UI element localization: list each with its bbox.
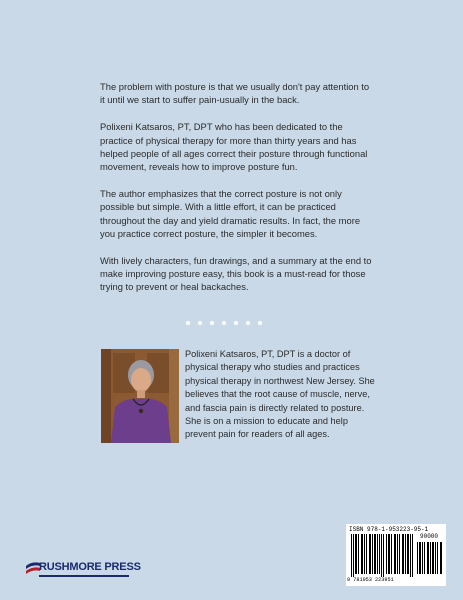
divider-dot	[210, 321, 214, 325]
back-cover-blurb	[100, 80, 375, 308]
publisher-logo	[25, 557, 141, 579]
blurb-paragraph-2: Polixeni Katsaros, PT, DPT who has been dedicated to the practice of physical therapy for more than thirty years and has helped people of all ages correct their posture through functional movement, reveals how to improve posture fun.	[100, 121, 368, 173]
divider-dot	[234, 321, 238, 325]
divider-dot	[198, 321, 202, 325]
section-divider-dots	[186, 321, 262, 325]
divider-dot	[246, 321, 250, 325]
isbn-barcode	[346, 524, 446, 586]
author-bio: Polixeni Katsaros, PT, DPT is a doctor of physical therapy who studies and practices physical therapy in northwest New Jersey. She believes that the root cause of muscle, nerve, and fascia pain is directly related to posture. She is on a mission to educate and help prevent pain for readers of all ages.	[185, 349, 375, 440]
price-code: 90000	[420, 533, 439, 540]
divider-dot	[222, 321, 226, 325]
barcode-digits: 9 781953 223951	[347, 577, 394, 583]
blurb-paragraph-3: The author emphasizes that the correct posture is not only possible but simple. With a little effort, it can be practiced throughout the day and yield dramatic results. In fact, the more you practice correct posture, the simpler it becomes.	[100, 188, 361, 239]
blurb-paragraph-4: With lively characters, fun drawings, and a summary at the end to make improving posture easy, this book is a must-read for those trying to prevent or heal backaches.	[100, 255, 372, 293]
blurb-paragraph-1: The problem with posture is that we usually don't pay attention to it until we start to suffer pain-usually in the back.	[100, 81, 370, 106]
divider-dot	[258, 321, 262, 325]
publisher-name: RUSHMORE PRESS	[39, 561, 141, 573]
isbn-text: ISBN 978-1-953223-95-1	[349, 526, 429, 533]
divider-dot	[186, 321, 190, 325]
author-photo	[101, 349, 179, 443]
